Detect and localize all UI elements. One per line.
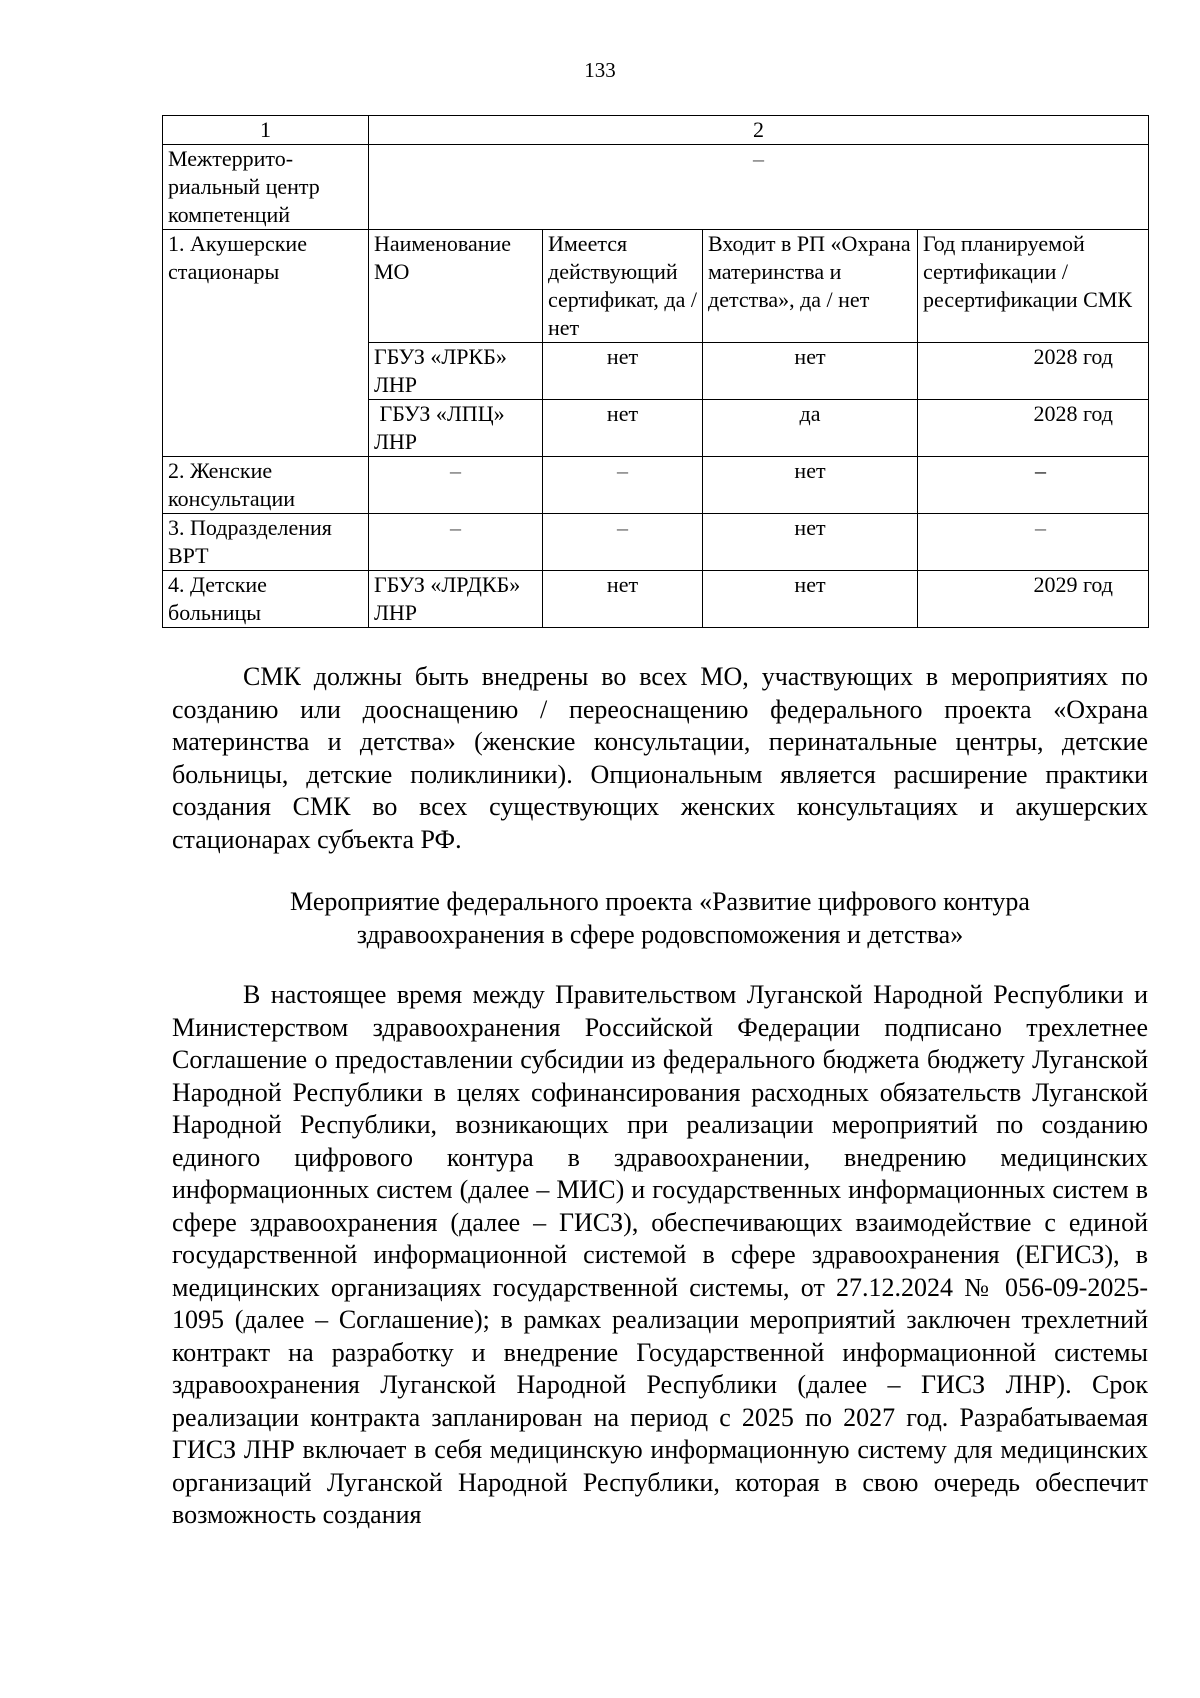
cell-certificate: нет bbox=[543, 571, 703, 628]
section-heading-line-1: Мероприятие федерального проекта «Развитие цифрового контура bbox=[290, 887, 1030, 916]
cell-name: ГБУЗ «ЛРКБ» ЛНР bbox=[369, 343, 543, 400]
paragraph-agreement: В настоящее время между Правительством Луганской Народной Республики и Министерством здравоохранения Российской Федерации подписано трехлетнее Соглашение о предоставлении субсидии из федерального бюджета бюджету Луганской Народной Республики в целях софинансирования расходных обязательств Луганской Народной Республики, возникающих при реализации мероприятий по созданию единого цифрового контура в здравоохранении, внедрению медицинских информационных систем (далее – МИС) и государственных информационных систем в сфере здравоохранения (далее – ГИСЗ), обеспечивающих взаимодействие с единой государственной информационной системой в сфере здравоохранения (ЕГИСЗ), в медицинских организациях государственной системы, от 27.12.2024 № 056-09-2025-1095 (далее – Соглашение); в рамках реализации мероприятий заключен трехлетний контракт на разработку и внедрение Государственной информационной системы здравоохранения Луганской Народной Республики (далее – ГИСЗ ЛНР). Срок реализации контракта запланирован на период с 2025 по 2027 год. Разрабатываемая ГИСЗ ЛНР включает в себя медицинскую информационную систему для медицинских организаций Луганской Народной Республики, которая в свою очередь обеспечит возможность создания bbox=[172, 980, 1148, 1529]
cell-certificate: – bbox=[543, 514, 703, 571]
cell-name: ГБУЗ «ЛПЦ» ЛНР bbox=[369, 400, 543, 457]
subheader-certificate: Имеется действующий сертификат, да / нет bbox=[543, 230, 703, 343]
cell-year: 2028 год bbox=[918, 343, 1149, 400]
cell-year: – bbox=[918, 457, 1149, 514]
cell-program: нет bbox=[703, 457, 918, 514]
cell-program: да bbox=[703, 400, 918, 457]
certification-table bbox=[162, 115, 1149, 628]
cell-year: – bbox=[918, 514, 1149, 571]
cell-program: нет bbox=[703, 571, 918, 628]
cell-program: нет bbox=[703, 343, 918, 400]
section-heading bbox=[172, 886, 1148, 951]
cell-name: ГБУЗ «ЛРДКБ» ЛНР bbox=[369, 571, 543, 628]
intercenter-label: Межтеррито-риальный центр компетенций bbox=[163, 145, 369, 230]
cell-program: нет bbox=[703, 514, 918, 571]
table-header-col-2: 2 bbox=[369, 116, 1149, 145]
row-category: 3. Подразделения ВРТ bbox=[163, 514, 369, 571]
cell-year: 2028 год bbox=[918, 400, 1149, 457]
table-row bbox=[163, 457, 1149, 514]
cell-certificate: нет bbox=[543, 400, 703, 457]
intercenter-value: – bbox=[369, 145, 1149, 230]
row-category: 1. Акушерские стационары bbox=[163, 230, 369, 457]
subheader-name: Наименование МО bbox=[369, 230, 543, 343]
table-row bbox=[163, 571, 1149, 628]
cell-certificate: нет bbox=[543, 343, 703, 400]
row-category: 4. Детские больницы bbox=[163, 571, 369, 628]
table-row bbox=[163, 514, 1149, 571]
table-row bbox=[163, 145, 1149, 230]
cell-name: – bbox=[369, 457, 543, 514]
table-header-col-1: 1 bbox=[163, 116, 369, 145]
cell-name: – bbox=[369, 514, 543, 571]
table-header-row bbox=[163, 116, 1149, 145]
section-heading-line-2: здравоохранения в сфере родовспоможения и детства» bbox=[356, 919, 964, 949]
subheader-program: Входит в РП «Охрана материнства и детства», да / нет bbox=[703, 230, 918, 343]
paragraph-smk: СМК должны быть внедрены во всех МО, участвующих в мероприятиях по созданию или дооснащению / переоснащению федерального проекта «Охрана материнства и детства» (женские консультации, перинатальные центры, детские больницы, детские поликлиники). Опциональным является расширение практики создания СМК во всех существующих женских консультациях и акушерских стационарах субъекта РФ. bbox=[172, 662, 1148, 854]
cell-certificate: – bbox=[543, 457, 703, 514]
page-number: 133 bbox=[584, 58, 616, 82]
subheader-year: Год планируемой сертификации / ресертификации СМК bbox=[918, 230, 1149, 343]
row-category: 2. Женские консультации bbox=[163, 457, 369, 514]
cell-year: 2029 год bbox=[918, 571, 1149, 628]
table-row bbox=[163, 230, 1149, 343]
